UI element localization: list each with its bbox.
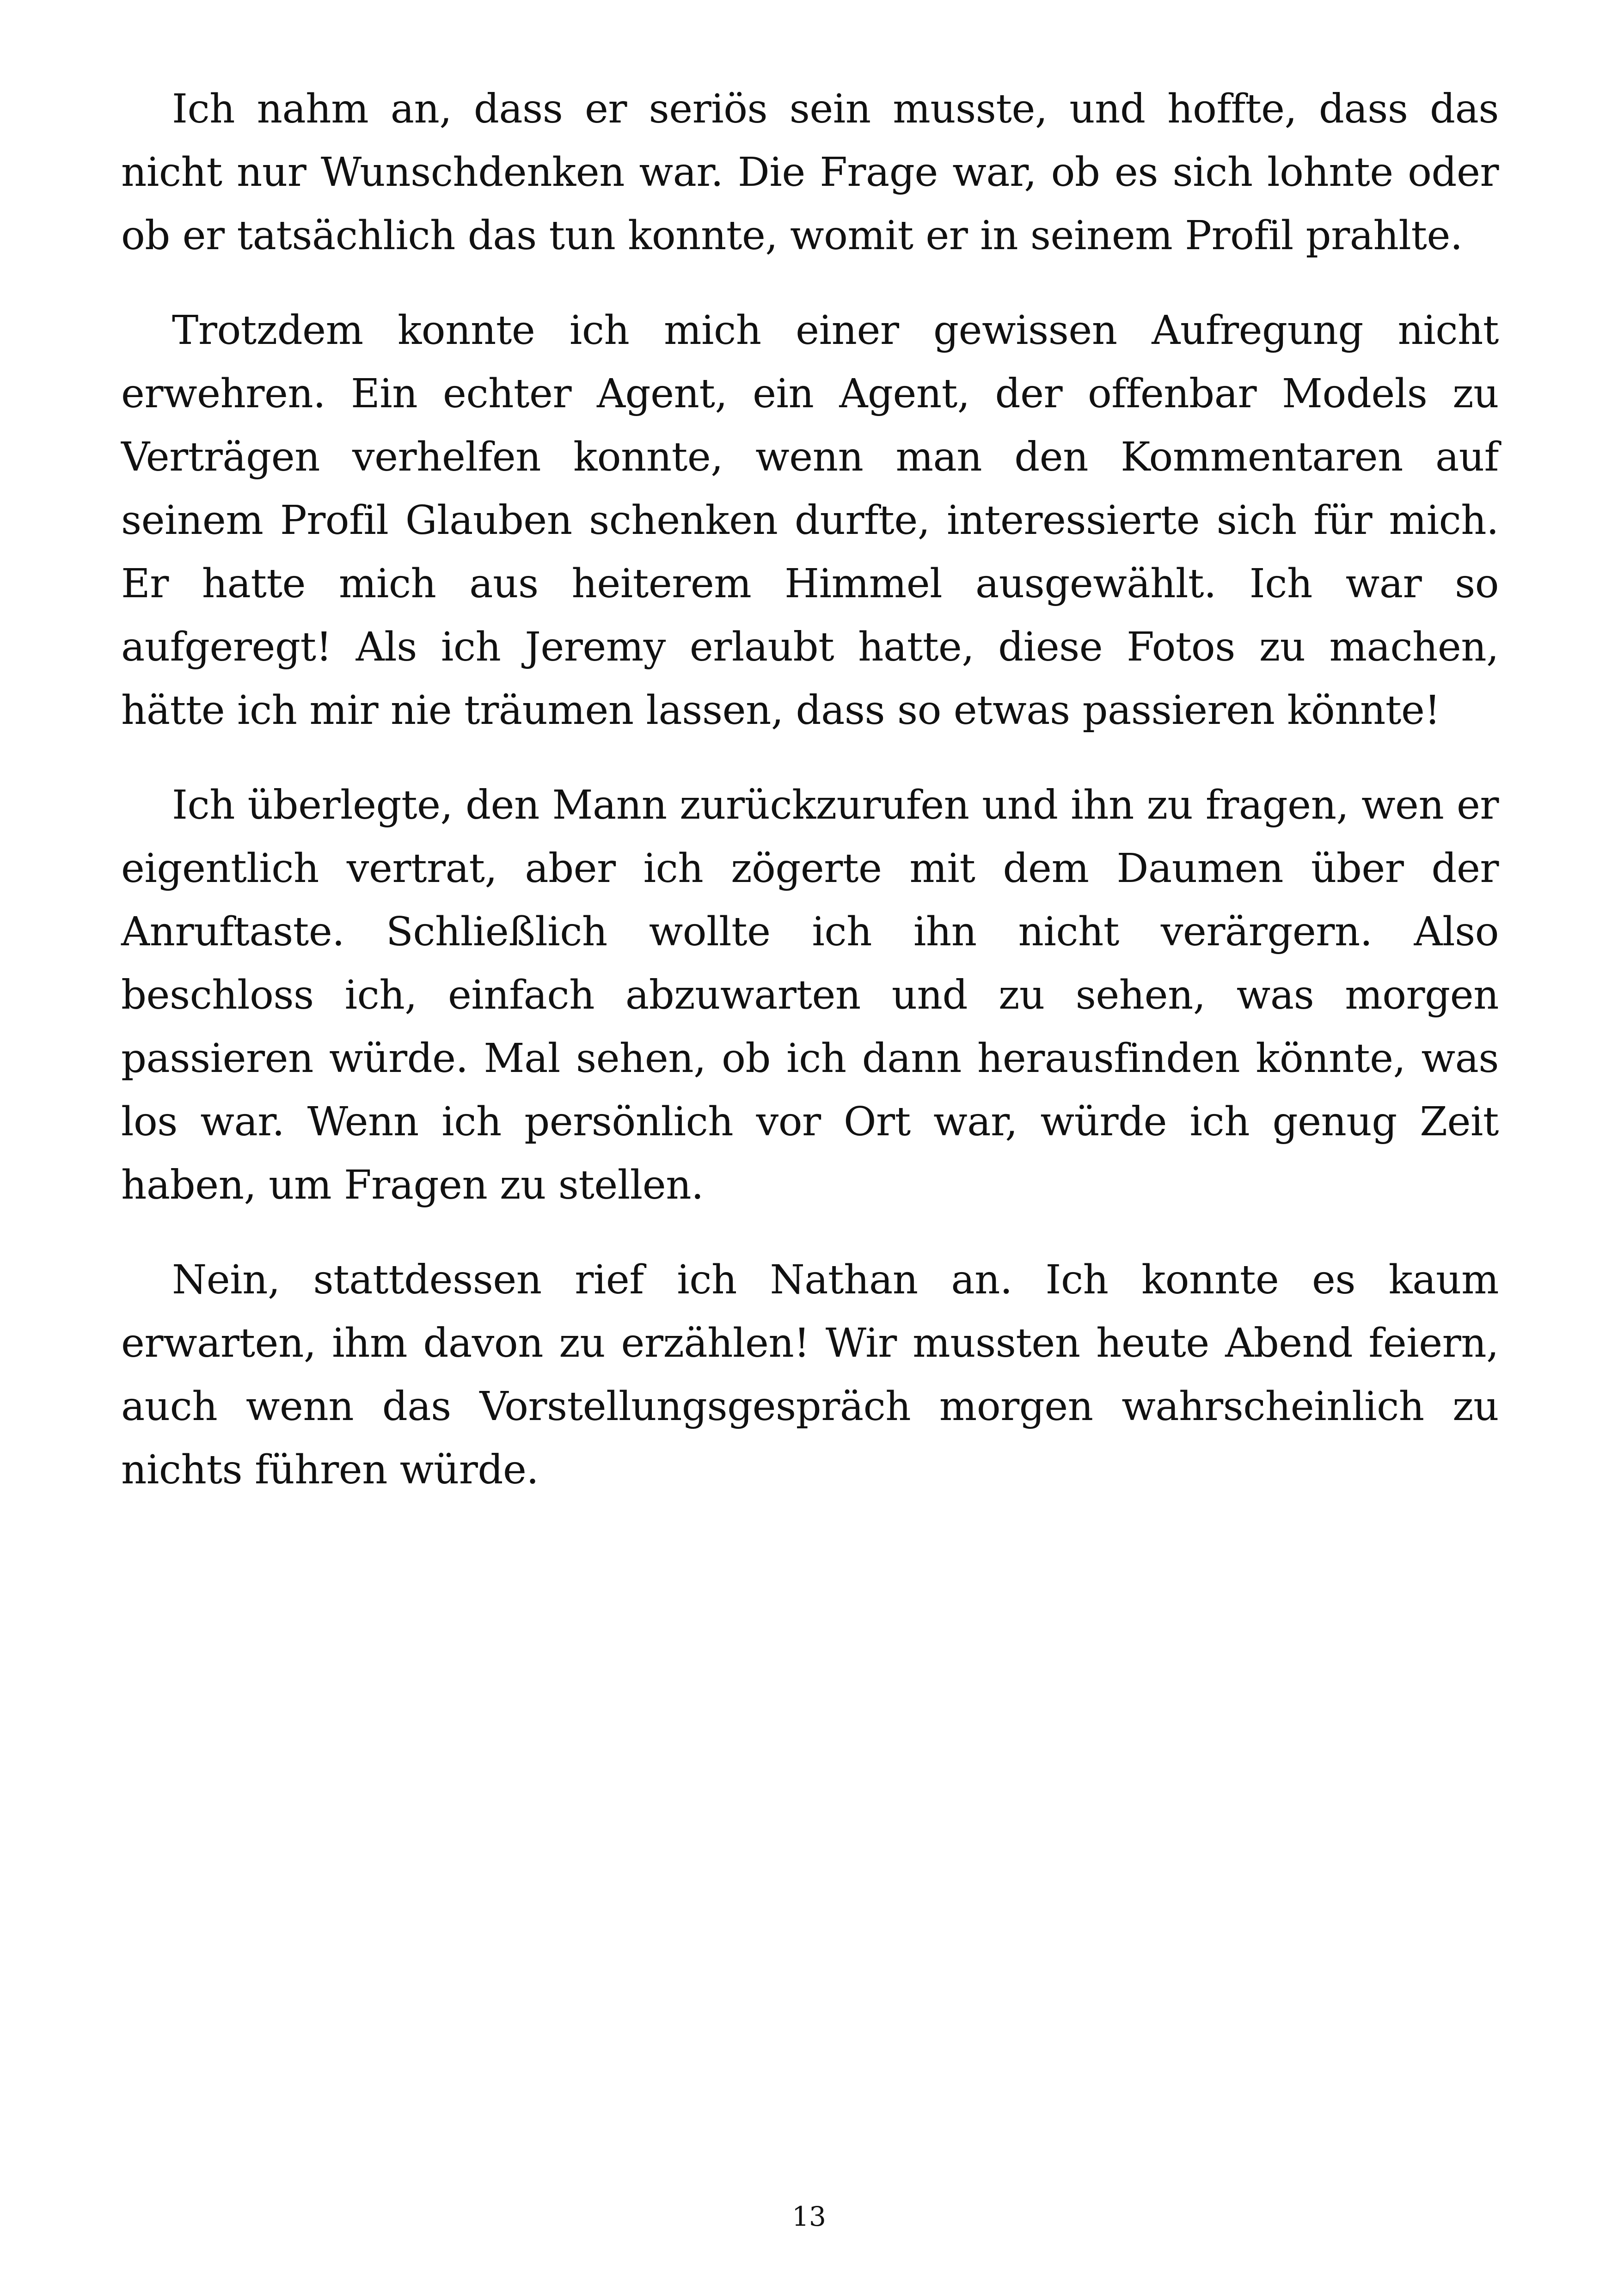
paragraph-2: Trotzdem konnte ich mich einer gewissen Aufregung nicht erwehren. Ein echter Agent, ein Agent, der offenbar Models zu Verträgen verhelfen konnte, wenn man den Kommentaren auf seinem Profil Glauben schenken durfte, interessierte sich für mich. Er hatte mich aus heiterem Himmel ausgewählt. Ich war so aufgeregt! Als ich Jeremy erlaubt hatte, diese Fotos zu machen, hätte ich mir nie träumen lassen, dass so etwas passieren könnte! xyxy=(121,307,1499,734)
paragraph-1: Ich nahm an, dass er seriös sein musste, und hoffte, dass das nicht nur Wunschdenken war. Die Frage war, ob es sich lohnte oder ob er tatsächlich das tun konnte, womit er in seinem Profil prahlte. xyxy=(121,86,1499,259)
paragraph-4: Nein, stattdessen rief ich Nathan an. Ich konnte es kaum erwarten, ihm davon zu erzählen! Wir mussten heute Abend feiern, auch wenn das Vorstellungsgespräch morgen wahrscheinlich zu nichts führen würde. xyxy=(121,1257,1499,1493)
paragraph-3: Ich überlegte, den Mann zurückzurufen und ihn zu fragen, wen er eigentlich vertrat, aber ich zögerte mit dem Daumen über der Anruftaste. Schließlich wollte ich ihn nicht verärgern. Also beschloss ich, einfach abzuwarten und zu sehen, was morgen passieren würde. Mal sehen, ob ich dann herausfinden könnte, was los war. Wenn ich persönlich vor Ort war, würde ich genug Zeit haben, um Fragen zu stellen. xyxy=(121,782,1499,1208)
page-body xyxy=(121,78,1499,1533)
page-number: 13 xyxy=(792,2201,826,2232)
